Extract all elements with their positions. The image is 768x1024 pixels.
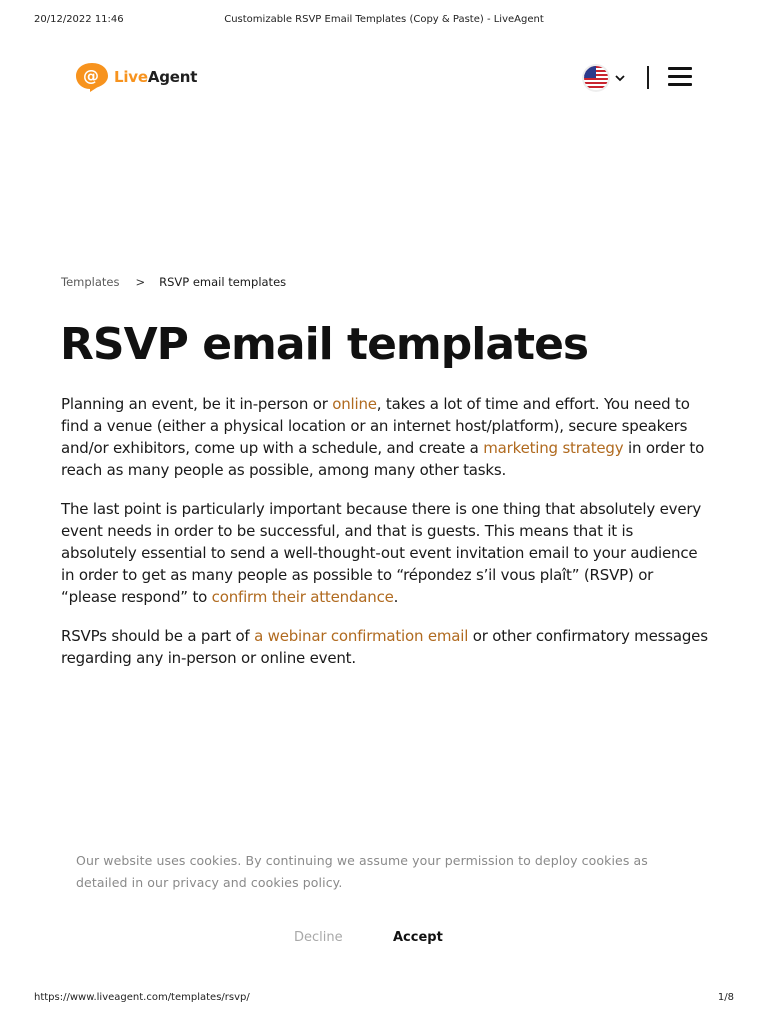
svg-text:@: @ — [83, 66, 99, 85]
link-confirm-attendance[interactable]: confirm their attendance — [211, 588, 394, 606]
print-datetime: 20/12/2022 11:46 — [34, 14, 124, 25]
decline-cookies-button[interactable]: Decline — [294, 930, 343, 945]
paragraph-rsvps: RSVPs should be a part of a webinar confirmation email or other confirmatory messages regarding any in-person or online event. — [61, 627, 708, 667]
cookie-banner-text: Our website uses cookies. By continuing we assume your permission to deploy cookies as detailed in our privacy and cookies policy. — [76, 853, 648, 890]
header-divider — [647, 66, 649, 89]
paragraph-intro: Planning an event, be it in-person or online, takes a lot of time and effort. You need to find a venue (either a physical location or an internet host/platform), secure speakers and/or exhibitors, come up with a schedule, and create a marketing strategy in order to reach as many people as possible, among many other tasks. — [61, 395, 705, 479]
breadcrumb-item-current: RSVP email templates — [159, 275, 287, 289]
print-url: https://www.liveagent.com/templates/rsvp/ — [34, 992, 250, 1003]
site-header — [74, 58, 692, 98]
logo-wordmark: LiveAgent — [114, 68, 198, 86]
language-selector[interactable] — [584, 64, 630, 92]
accept-cookies-button[interactable]: Accept — [393, 930, 443, 945]
breadcrumb — [61, 275, 286, 289]
chevron-down-icon — [615, 75, 625, 82]
logo-bubble-icon — [74, 61, 110, 93]
paragraph-guests: The last point is particularly important because there is one thing that absolutely every event needs in order to be successful, and that is guests. This means that it is absolutely essential to send a well-thought-out event invitation email to your audience in order to get as many people as possible to “répondez s’il vous plaît” (RSVP) or “please respond” to confirm their attendance. — [61, 500, 702, 606]
print-page-number: 1/8 — [717, 992, 734, 1003]
print-header — [34, 14, 734, 30]
us-flag-icon — [584, 66, 608, 90]
print-page-title: Customizable RSVP Email Templates (Copy & Paste) - LiveAgent — [224, 14, 544, 25]
page-title: RSVP email templates — [60, 319, 589, 370]
print-footer — [34, 992, 734, 1006]
hamburger-menu-icon[interactable] — [668, 66, 692, 87]
link-webinar-confirmation-email[interactable]: a webinar confirmation email — [254, 627, 469, 645]
breadcrumb-separator: > — [135, 275, 146, 289]
breadcrumb-item-templates[interactable]: Templates — [61, 275, 120, 289]
cookie-banner-actions — [0, 930, 768, 952]
article-body — [61, 393, 711, 686]
link-marketing-strategy[interactable]: marketing strategy — [483, 439, 624, 457]
liveagent-logo[interactable] — [74, 60, 197, 94]
link-online[interactable]: online — [332, 395, 377, 413]
